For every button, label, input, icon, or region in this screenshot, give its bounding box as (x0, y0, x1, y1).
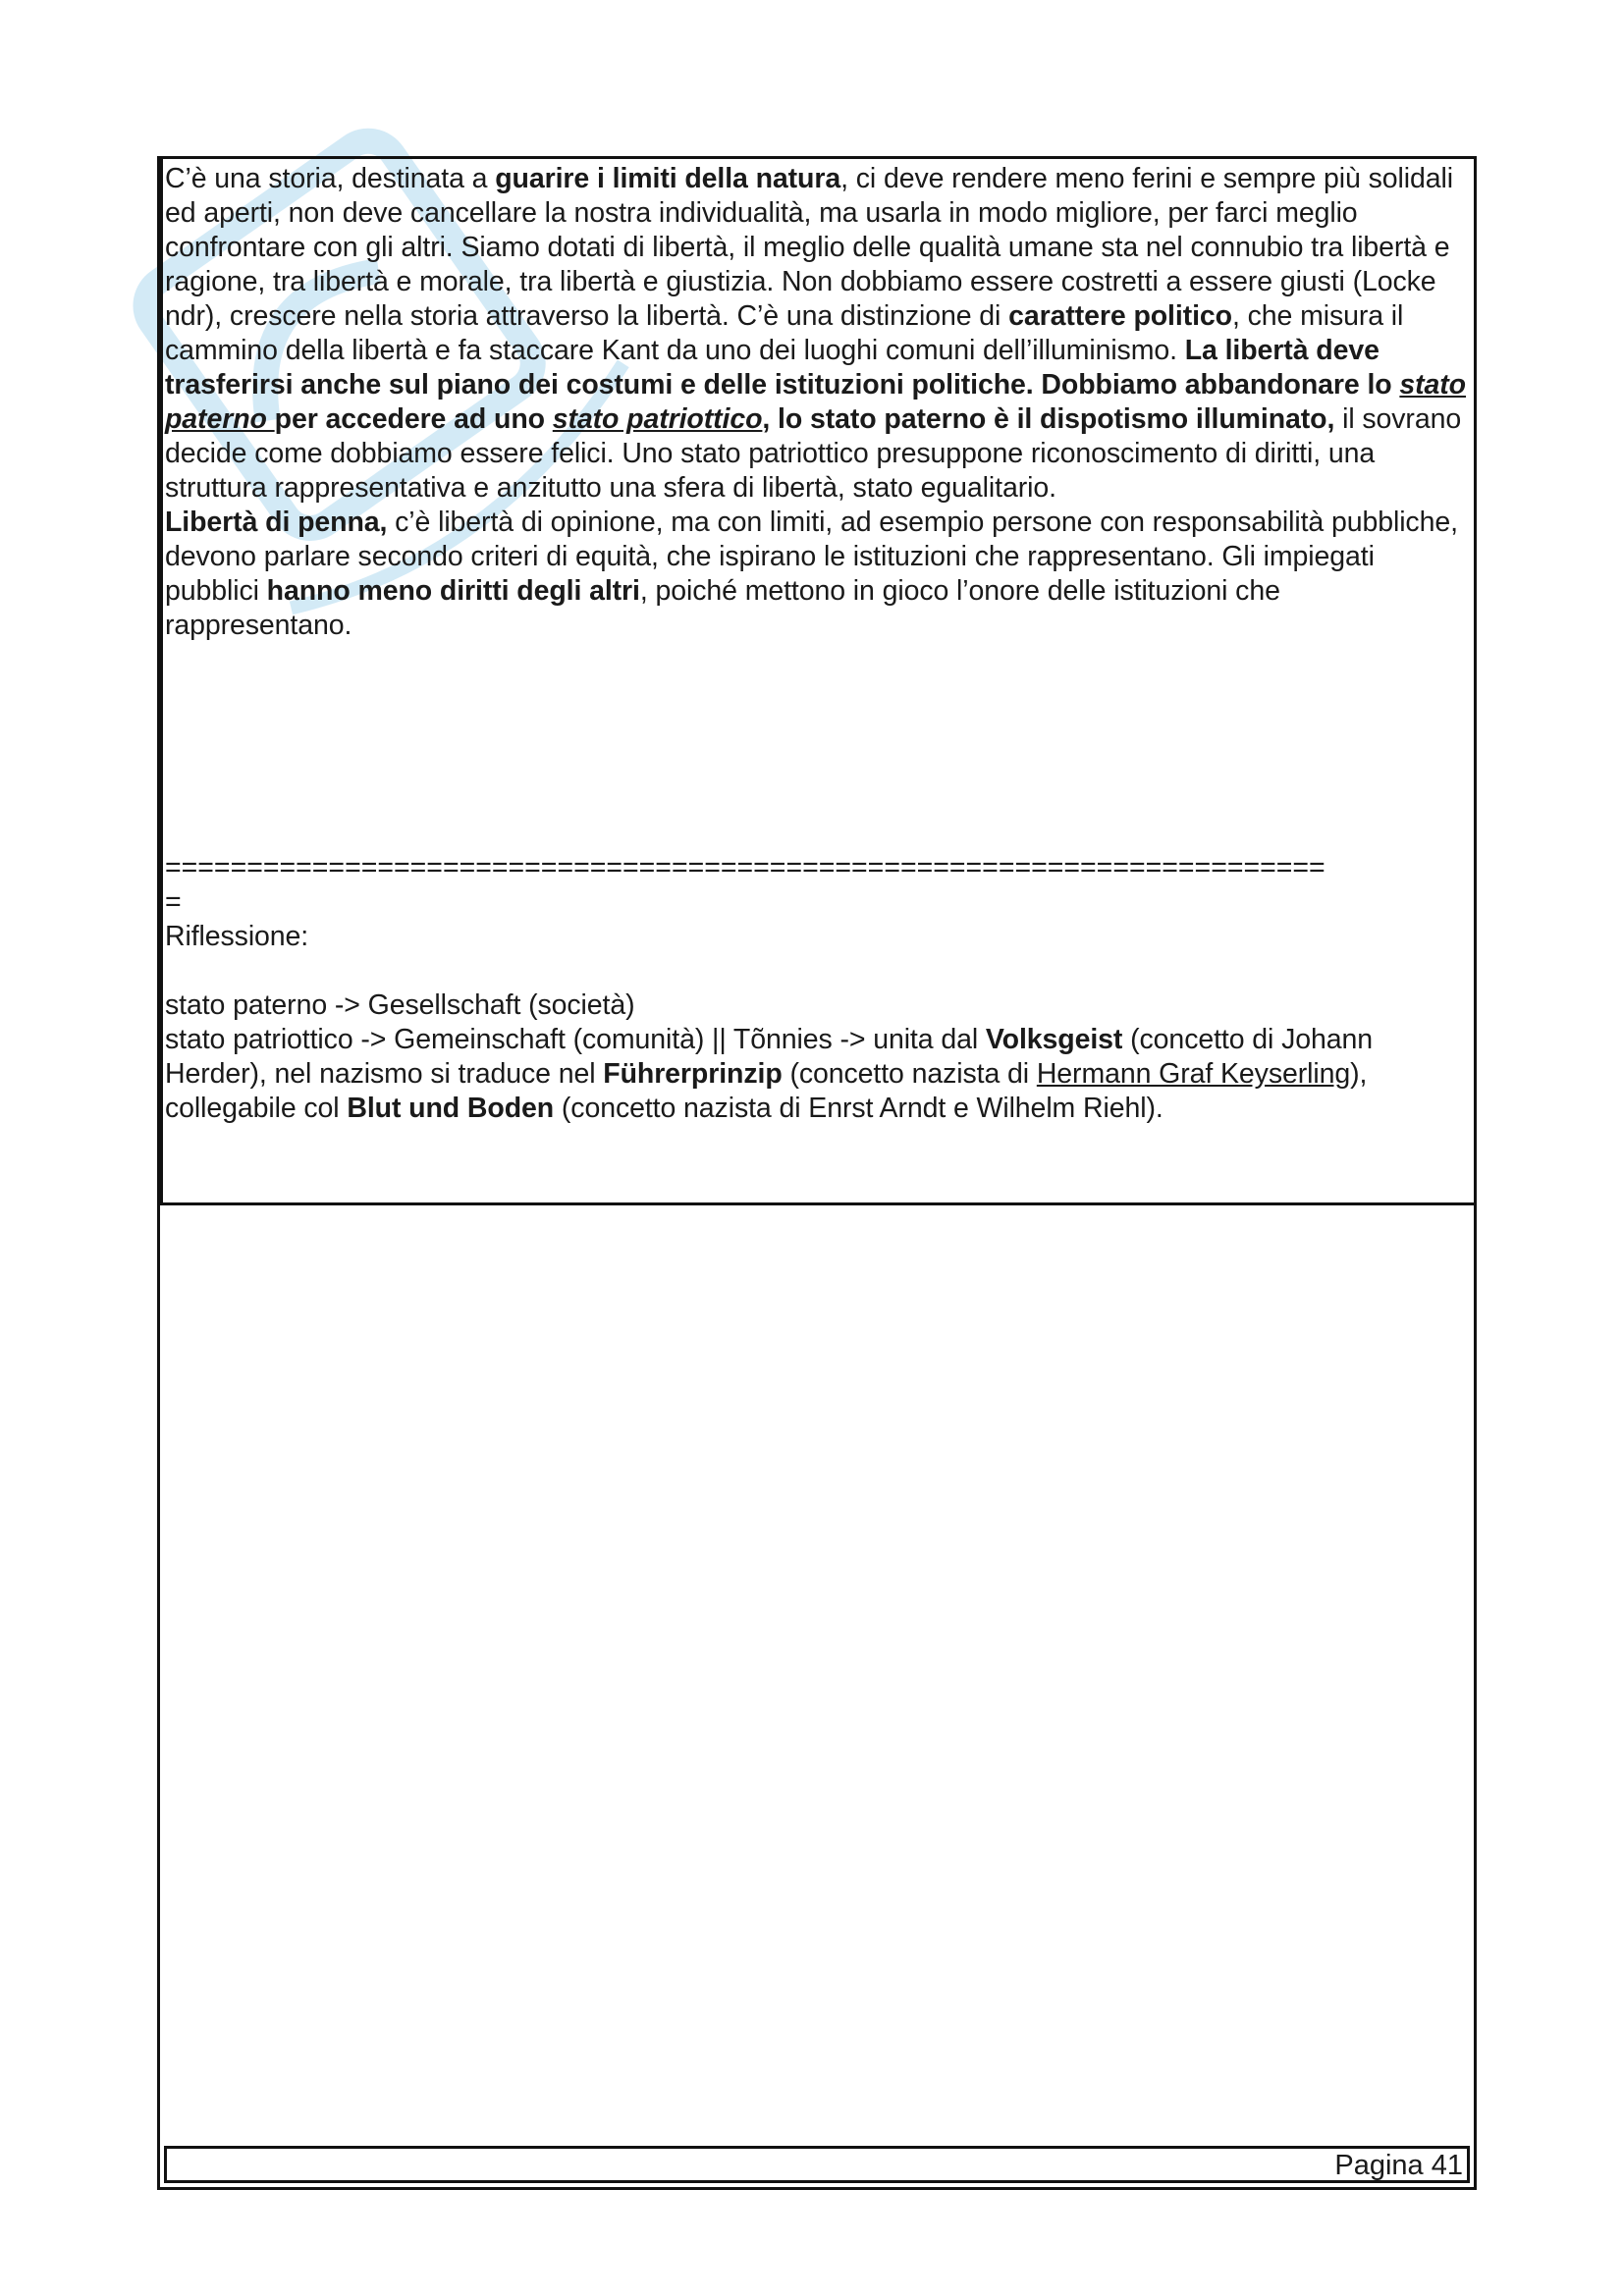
bold-run: Volksgeist (985, 1024, 1123, 1055)
bold-run: Führerprinzip (603, 1058, 783, 1090)
text-run: ), collegabile col (165, 1058, 1368, 1124)
notes-content (165, 162, 1468, 1126)
text-run: stato patriottico -> Gemeinschaft (comunità) || Tõnnies -> unita dal (165, 1024, 986, 1055)
blank-space (165, 643, 1468, 851)
bold-run: , lo stato paterno è il dispotismo illuminato, (762, 403, 1335, 435)
page-number: Pagina 41 (1334, 2150, 1463, 2181)
separator-line: ======================================================================= (165, 852, 1325, 883)
notes-box (160, 159, 1474, 1205)
text-run: il sovrano decide come dobbiamo essere felici. Uno stato patriottico presuppone riconoscimento di diritti, una struttura rappresentativa e anzitutto una sfera di libertà, stato egualitario. (165, 403, 1462, 504)
bold-run: Blut und Boden (347, 1093, 555, 1124)
riflessione-heading: Riflessione: (165, 921, 309, 952)
bold-run: per accedere ad uno (274, 403, 553, 435)
text-run: (concetto nazista di Enrst Arndt e Wilhelm Riehl). (554, 1093, 1163, 1124)
text-run: , poiché mettono in gioco l’onore delle istituzioni che rappresentano. (165, 575, 1280, 641)
bold-run: Libertà di penna, (165, 507, 388, 538)
text-run: (concetto di Johann Herder), nel nazismo si traduce nel (165, 1024, 1373, 1090)
text-run: (concetto nazista di (782, 1058, 1037, 1090)
text-run: , ci deve rendere meno ferini e sempre più solidali ed aperti, non deve cancellare la nostra individualità, ma usarla in modo migliore, per farci meglio confrontare con gli altri. Siamo dotati di libertà, il meglio delle qualità umane sta nel connubio tra libertà e ragione, tra libertà e morale, tra libertà e giustizia. Non dobbiamo essere costretti a essere giusti (Locke ndr), crescere nella storia attraverso la libertà. C’è una distinzione di (165, 163, 1453, 332)
text-run: c’è libertà di opinione, ma con limiti, ad esempio persone con responsabilità pubbliche, devono parlare secondo criteri di equità, che ispirano le istituzioni che rappresentano. Gli impiegati pubblici (165, 507, 1458, 607)
blank-line (165, 954, 1468, 988)
text-run: , che misura il cammino della libertà e fa staccare Kant da uno dei luoghi comuni dell’illuminismo. (165, 300, 1404, 366)
paragraph-stato (165, 162, 1468, 506)
bold-run: carattere politico (1008, 300, 1232, 332)
bold-run: guarire i limiti della natura (495, 163, 841, 194)
text-run: C’è una storia, destinata a (165, 163, 496, 194)
paragraph-liberta-penna (165, 506, 1468, 643)
bold-italic-underline-run: stato paterno (165, 369, 1466, 435)
bold-run: hanno meno diritti degli altri (266, 575, 640, 607)
bold-run: La libertà deve trasferirsi anche sul piano dei costumi e delle istituzioni politiche. Dobbiamo abbandonare lo (165, 335, 1400, 400)
underlined-run: Hermann Graf Keyserling (1036, 1058, 1351, 1090)
bold-italic-underline-run: stato patriottico (552, 403, 763, 435)
separator-tail: = (165, 886, 182, 918)
page-frame (157, 156, 1477, 2190)
riflessione-line-2 (165, 1023, 1468, 1126)
page-footer (164, 2146, 1470, 2183)
riflessione-line-1: stato paterno -> Gesellschaft (società) (165, 989, 635, 1021)
